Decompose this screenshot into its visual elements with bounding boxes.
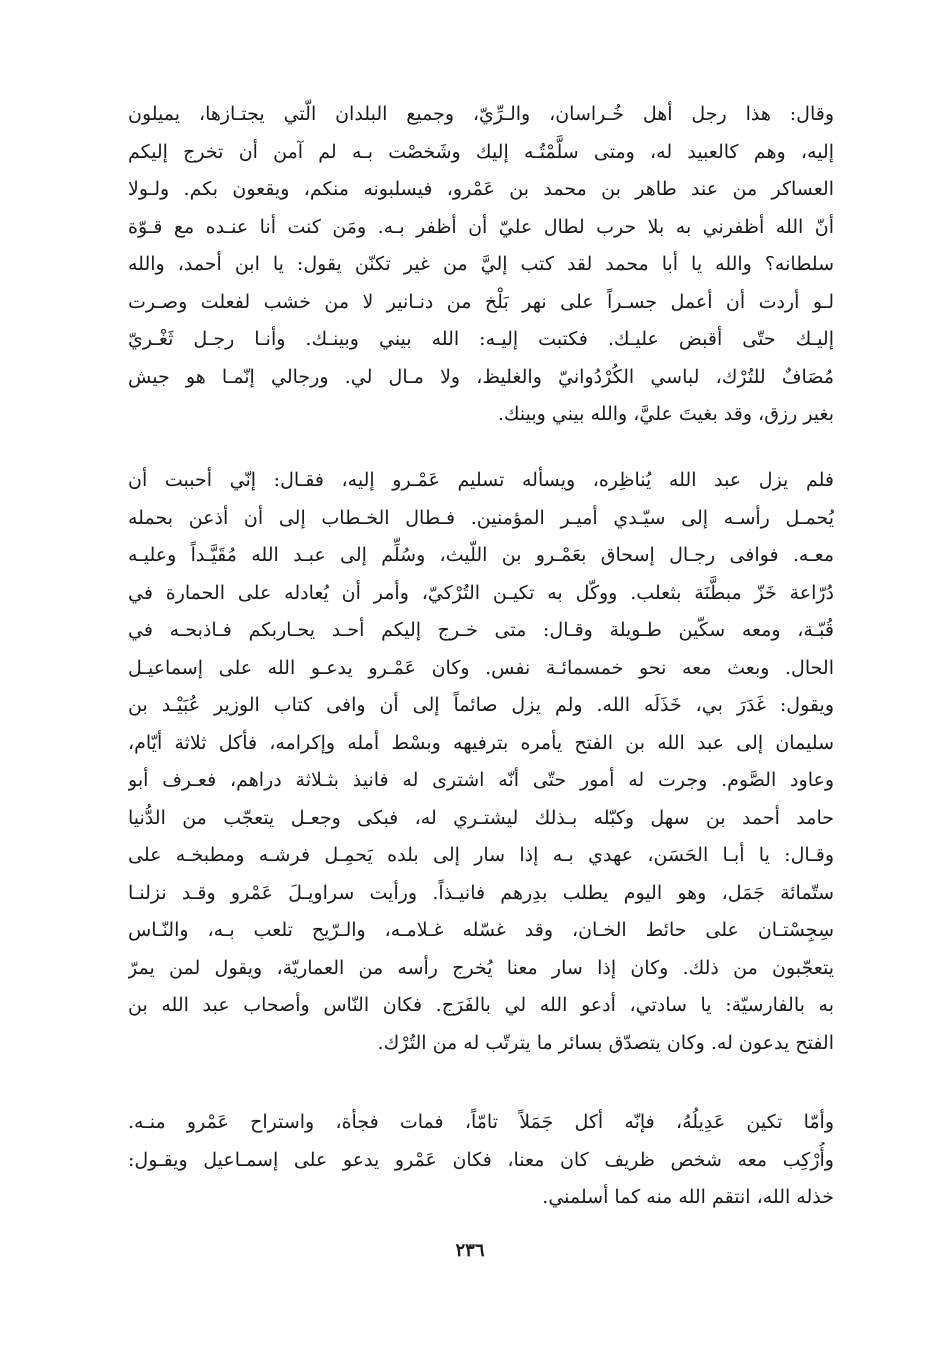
text-line: وأمّا تكين عَدِيلُهُ، فإنّه أكل جَمَلاً تامّاً، فمات فجأة، واستراح عَمْرو منـه. (128, 1111, 834, 1133)
text-line: سليمان إلى عبد الله بن الفتح يأمره بترفيهه وبسْط أمله وإكرامه، فأكل ثلاثة أيّام، (128, 731, 834, 754)
text-line: يُحمـل رأسـه إلى سيّـدي أميـر المؤمنين. فـطال الخـطاب إلى أن أذعن بحمله (128, 506, 834, 529)
text-line: حامد أحمد بن سهل وكبّله بـذلك ليشتـري له، فبكى وجعـل يتعجّب من الدُّنيا (128, 806, 834, 829)
text-line: معـه. فوافى رجـال إسحاق بعَمْـرو بن اللّيث، وسُلِّم إلى عبـد الله مُقَيَّـداً وعليـه (128, 544, 834, 566)
text-line: خذله الله، انتقم الله منه كما أسلمني. (542, 1186, 834, 1208)
text-line: وأُرْكِب معه شخص ظريف كان معنا، فكان عَمْرو يدعو على إسمـاعيل ويقـول: (128, 1148, 834, 1171)
text-line: به بالفارسيّة: يا سادتي، أدعو الله لي بالفَرَج. فكان النّاس وأصحاب عبد الله بن (128, 994, 834, 1016)
paragraph-2 (128, 462, 834, 1062)
text-line: الفتح يدعون له. وكان يتصدّق بسائر ما يترتّب له من التُرْك. (377, 1031, 834, 1054)
text-line: العساكر من عند طاهر بن محمد بن عَمْرو، فيسلبونه منكم، ويقعون بكم. ولـولا (128, 178, 834, 200)
text-line: مُصَافٌ للتُرْك، لباسي الكُرْدُوانيّ والغليظ، ولا مـال لي. ورجالي إنّمـا هو جيش (128, 365, 834, 388)
text-line: سِجِسْتـان على حائط الخـان، وقد غسّله غـلامـه، والـرّيح تلعب بـه، والنّـاس (128, 919, 834, 941)
text-line: أنّ الله أظفرني به بلا حرب لطال عليّ أن أظفر بـه. ومَن كنت أنا عنـده مع قـوّة (128, 215, 834, 238)
text-line: بغير رزق، وقد بغيتَ عليَّ، والله بيني وبينك. (497, 403, 834, 425)
text-line: يتعجّبون من ذلك. وكان إذا سار معنا يُخرج رأسه من العماريّة، ويقول لمن يمرّ (128, 956, 834, 979)
page-number: ٢٣٦ (455, 1240, 485, 1261)
text-line: سلطانه؟ والله يا أبا محمد لقد كتب إليَّ من غير تكنّن يقول: يا ابن أحمد، والله (128, 253, 834, 275)
text-line: إليه، وهم كالعبيد له، ومتى سلَّمْتُـه إليك وشَخصْت بـه لم آمن أن تخرج إليكم (128, 140, 834, 163)
text-line: دُرّاعة خَزّ مبطَّنَة بثعلب. ووكّل به تكيـن التُرْكيّ، وأمر أن يُعادله على الحمارة في (128, 581, 834, 604)
paragraph-3 (128, 1104, 834, 1217)
text-line: قُبّـة، ومعه سكّين طـويلة وقـال: متى خـرج إليكم أحـد يحـاربكم فـاذبحـه في (128, 619, 834, 641)
text-line: ويقول: غَدَرَ بي، خَذَلَه الله. ولم يزل صائماً إلى أن وافى كتاب الوزير عُبَيْـد بن (128, 694, 834, 716)
paragraph-1 (128, 96, 834, 434)
text-line: لـو أردت أن أعمل جسـراً على نهر بَلْخ من دنـانير لا من خشب لفعلت وصـرت (128, 290, 834, 313)
text-line: وقال: هذا رجل أهل خُـراسان، والـرِّيّ، وجميع البلدان الّتي يجتـازها، يميلون (128, 103, 834, 125)
text-line: إليـك حتّى أقبض عليـك. فكتبت إليـه: الله بيني وبينـك. وأنـا رجـل ثَغْـريّ (128, 328, 834, 350)
text-line: الحال. وبعث معه نحو خمسمائـة نفس. وكان عَمْـرو يدعـو الله على إسماعيـل (128, 656, 834, 679)
text-line: ستّمائة جَمَل، وهو اليوم يطلب بدِرهم فانيـذاً. ورأيت سراويـلَ عَمْرو وقـد نزلنـا (128, 881, 834, 904)
text-line: وقـال: يا أبـا الحَسَن، عهدي بـه إذا سار إلى بلده يَحمِـل فرشـه ومطبخـه على (128, 844, 834, 866)
text-line: فلم يزل عبد الله يُناظِره، ويسأله تسليم عَمْـرو إليه، فقـال: إنّي أحببت أن (128, 469, 834, 491)
text-line: وعاود الصَّوم. وجرت له أمور حتّى أنّه اشترى له فانيذ بثـلاثة دراهم، فعـرف أبو (128, 769, 834, 791)
